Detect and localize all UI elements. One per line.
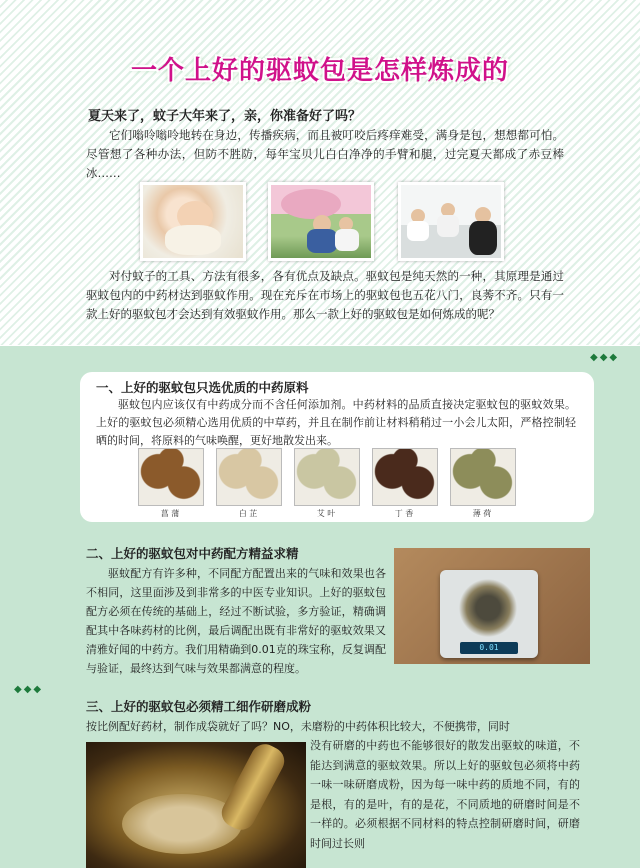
- herb-image-2: [216, 448, 282, 506]
- section-2-title: 二、上好的驱蚊包对中药配方精益求精: [86, 546, 299, 561]
- intro-paragraph-1: 它们嗡呤嗡呤地转在身边，传播疾病，而且被叮咬后疼痒难受，满身是包，想想都可怕。尽管想了各种办法，但防不胜防，每年宝贝儿白白净净的手臂和腿，过完夏天都成了赤豆棒冰……: [86, 128, 564, 180]
- intro-paragraph-2: 对付蚊子的工具、方法有很多，各有优点及缺点。驱蚊包是纯天然的一种，其原理是通过驱蚊包内的中药材达到驱蚊作用。现在充斥在市场上的驱蚊包也五花八门，良莠不齐。只有一款上好的驱蚊包才会达到有效驱蚊作用。那么一款上好的驱蚊包是如何炼成的呢？: [86, 269, 564, 321]
- herb-caption: 菖 蒲: [160, 509, 180, 518]
- herb-image-5: [450, 448, 516, 506]
- page-title: 一个上好的驱蚊包是怎样炼成的: [130, 56, 509, 86]
- herb-caption: 丁 香: [394, 509, 414, 518]
- section-3-title: 三、上好的驱蚊包必须精工细作研磨成粉: [86, 699, 312, 714]
- herb-image-3: [294, 448, 360, 506]
- herb-caption: 艾 叶: [316, 509, 336, 518]
- section-1-title: 一、上好的驱蚊包只选优质的中药原料: [96, 380, 309, 395]
- jewelry-scale-photo: [394, 548, 590, 664]
- diamond-ornament-bottom: ◆◆◆: [14, 684, 44, 695]
- herb-caption: 薄 荷: [472, 509, 492, 518]
- intro-heading: 夏天来了，蚊子大年来了，亲，你准备好了吗？: [88, 109, 362, 124]
- section-1-text: 驱蚊包内应该仅有中药成分而不含任何添加剂。中药材料的品质直接决定驱蚊包的驱蚊效果。上好的驱蚊包必须精心选用优质的中草药，并且在制作前让材料稍稍过一小会儿太阳，严格控制轻晒的时间，将原料的气味唤醒，更好地散发出来。: [96, 398, 576, 447]
- scale-display: 0.01: [460, 642, 518, 654]
- section-3-text: 没有研磨的中药也不能够很好的散发出驱蚊的味道，不能达到满意的驱蚊效果。所以上好的驱蚊包必须将中药一味一味研磨成粉，因为每一味中药的质地不同，有的是根，有的是叶，有的是花，不同质地的研磨时间是不一样的。必须根据不同材料的特点控制研磨时间，研磨时间过长则: [310, 739, 580, 850]
- herb-pile: [450, 578, 526, 638]
- pestle: [217, 739, 289, 834]
- diamond-ornament-top: ◆◆◆: [590, 352, 620, 363]
- baby-sleeping-photo: [140, 182, 246, 261]
- herb-caption: 白 芷: [238, 509, 258, 518]
- section-2-text: 驱蚊配方有许多种，不同配方配置出来的气味和效果也各不相同，这里面涉及到非常多的中医专业知识。上好的驱蚊包配方必须在传统的基础上，经过不断试验，多方验证，精确调配其中各味药材的比例，最后调配出既有非常好的驱蚊效果又清雅好闻的中药方。我们用精确到0.01克的珠宝称，反复调配与验证，最终达到气味与效果都满意的程度。: [86, 567, 386, 675]
- section-3-lead: 按比例配好药材，制作成袋就好了吗？NO，未磨粉的中药体积比较大，不便携带，同时: [86, 720, 510, 733]
- mortar-and-pestle-photo: [86, 742, 306, 868]
- herb-image-4: [372, 448, 438, 506]
- office-team-photo: [398, 182, 504, 261]
- family-picnic-photo: [268, 182, 374, 261]
- herb-image-1: [138, 448, 204, 506]
